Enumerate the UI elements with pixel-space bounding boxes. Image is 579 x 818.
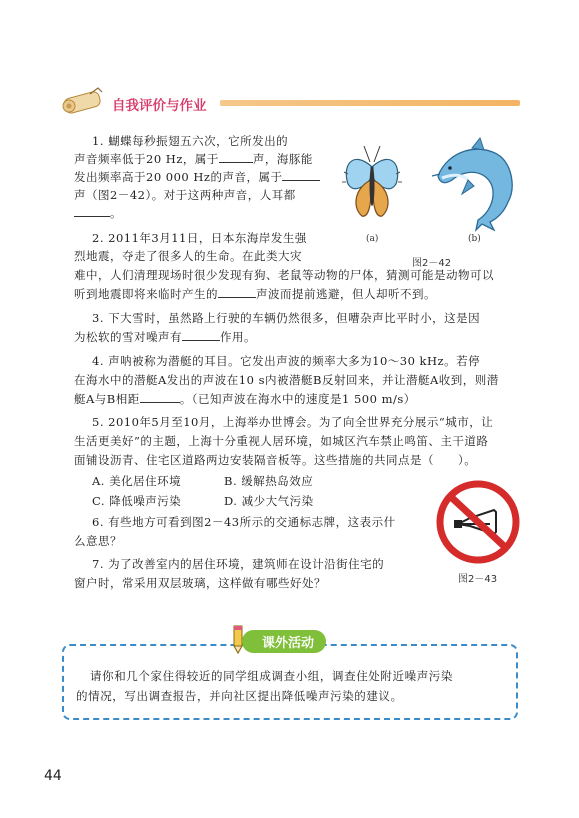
q2-line2: 烈地震，夺走了很多人的生命。在此类大灾 [74,249,302,263]
q5-option-d: D. 减少大气污染 [224,494,314,508]
q1-line2: 声音频率低于20 Hz，属于 声，海豚能 [74,152,313,166]
q2-line4: 听到地震即将来临时产生的 声波而提前逃避，但人却听不到。 [74,287,436,301]
fig242-b-label: (b) [468,234,481,244]
q5-option-b: B. 缓解热岛效应 [224,474,314,488]
fig243-caption: 图2－43 [458,574,498,585]
butterfly-image [340,142,404,226]
activity-line2: 的情况，写出调查报告，并向社区提出降低噪声污染的建议。 [76,689,403,703]
q3-line2: 为松软的雪对噪声有 作用。 [74,330,256,344]
fig242-caption: 图2－42 [412,258,452,269]
q5-option-c: C. 降低噪声污染 [92,494,182,508]
section-title: 自我评价与作业 [112,98,207,114]
q7-line1: 7. 为了改善室内的居住环境，建筑师在设计沿街住宅的 [92,557,385,571]
no-horn-sign-icon [436,480,520,564]
q5-line1: 5. 2010年5月至10月，上海举办世博会。为了向全世界充分展示“城市，让 [92,415,494,429]
page-number: 44 [44,768,62,784]
q6-line2: 么意思？ [74,534,122,548]
q1-line5: 。 [74,204,122,223]
q3-line1: 3. 下大雪时，虽然路上行驶的车辆仍然很多，但嘈杂声比平时小，这是因 [92,311,481,325]
activity-title: 课外活动 [242,630,326,653]
dolphin-image [428,136,518,232]
q2-line3: 难中，人们清理现场时很少发现有狗、老鼠等动物的尸体，猜测可能是动物可以 [74,268,494,282]
header-scroll-icon [62,86,106,116]
activity-line1: 请你和几个家住得较近的同学组成调查小组，调查住处附近噪声污染 [90,669,453,683]
q5-line2: 生活更美好”的主题，上海十分重视人居环境，如城区汽车禁止鸣笛、主干道路 [74,434,489,448]
q1-line4: 声（图2－42）。对于这两种声音，人耳都 [74,188,296,202]
q7-line2: 窗户时，常采用双层玻璃，这样做有哪些好处？ [74,576,326,590]
q1-line1: 1. 蝴蝶每秒振翅五六次，它所发出的 [92,134,289,148]
q5-option-a: A. 美化居住环境 [92,474,182,488]
q1-line3: 发出频率高于20 000 Hz的声音，属于 [74,168,320,187]
header-divider [220,100,520,106]
q2-line1: 2. 2011年3月11日，日本东海岸发生强 [92,231,307,245]
q4-line2: 在海水中的潜艇A发出的声波在10 s内被潜艇B反射回来，并让潜艇A收到，则潜 [74,373,499,387]
q4-line3: 艇A与B相距 。（已知声波在海水中的速度是1 500 m/s） [74,392,416,406]
q4-line1: 4. 声呐被称为潜艇的耳目。它发出声波的频率大多为10～30 kHz。若停 [92,354,481,368]
q6-line1: 6. 有些地方可看到图2－43所示的交通标志牌，这表示什 [92,515,396,529]
fig242-a-label: (a) [366,234,379,244]
q5-line3: 面铺设沥青、住宅区道路两边安装隔音板等。这些措施的共同点是（ ）。 [74,453,477,467]
